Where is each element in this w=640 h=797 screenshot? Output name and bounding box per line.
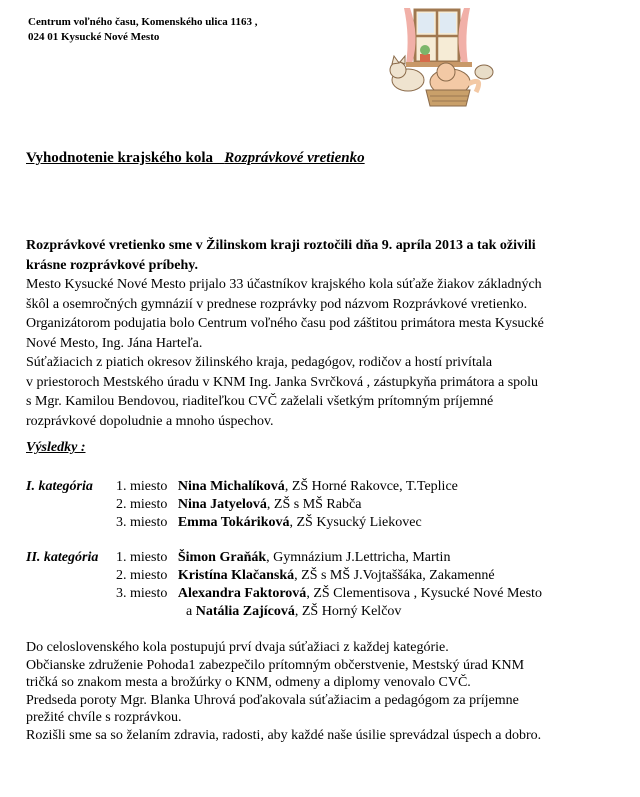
- result-name: Šimon Graňák: [177, 550, 267, 565]
- org-address-line1: Centrum voľného času, Komenského ulica 1163 ,: [28, 16, 258, 28]
- page-title: [26, 150, 365, 167]
- result-row: [116, 478, 458, 496]
- intro-line: rozprávkové dopoludnie a mnoho úspechov.: [26, 413, 274, 429]
- title-prefix: Vyhodnotenie krajského kola: [26, 150, 213, 166]
- result-name: Kristína Klačanská: [177, 568, 295, 583]
- category-2-label: II. kategória: [26, 550, 99, 565]
- result-row: [116, 549, 450, 567]
- org-header: [28, 15, 257, 45]
- result-row: [116, 514, 422, 532]
- result-name: Emma Tokáriková: [177, 515, 290, 530]
- closing-line: tričká so znakom mesta a brožúrky o KNM, odmeny a diplomy venovalo CVČ.: [26, 675, 471, 690]
- result-school: , Gymnázium J.Lettricha, Martin: [266, 550, 451, 565]
- result-school: , ZŠ Clementisova , Kysucké Nové Mesto: [306, 586, 542, 601]
- result-place: 2. miesto: [116, 568, 168, 583]
- title-event-name: Rozprávkové vretienko: [224, 150, 365, 166]
- intro-line: v priestoroch Mestského úradu v KNM Ing. Janka Svrčková , zástupkyňa primátora a spolu: [26, 374, 539, 390]
- intro-line: Nové Mesto, Ing. Jána Harteľa.: [26, 335, 203, 351]
- window-cats-illustration-icon: [380, 6, 500, 110]
- intro-line: škôl a osemročných gymnázií v prednese rozprávky pod názvom Rozprávkové vretienko.: [26, 296, 528, 312]
- result-name: Nina Michalíková: [177, 479, 285, 494]
- result-school: , ZŠ Horné Rakovce, T.Teplice: [284, 479, 458, 494]
- closing-line: Predseda poroty Mgr. Blanka Uhrová poďakovala súťažiacim a pedagógom za príjemne: [26, 692, 519, 708]
- result-row: [116, 496, 361, 514]
- result-row: [116, 567, 495, 585]
- closing-paragraph: [26, 639, 541, 744]
- result-row: [116, 585, 542, 603]
- intro-bold-line: Rozprávkové vretienko sme v Žilinskom kraji roztočili dňa 9. apríla 2013 a tak oživili: [26, 238, 536, 253]
- intro-line: Organizátorom podujatia bolo Centrum voľného času pod záštitou primátora mesta Kysucké: [26, 316, 544, 331]
- result-place: 2. miesto: [116, 497, 168, 512]
- result-name: Alexandra Faktorová: [177, 586, 307, 601]
- intro-paragraph: [26, 236, 544, 431]
- result-name: Natália Zajícová: [195, 604, 295, 619]
- result-school: , ZŠ s MŠ J.Vojtaššáka, Zakamenné: [294, 568, 495, 583]
- result-place: 3. miesto: [116, 586, 168, 601]
- result-prefix: a: [186, 604, 196, 619]
- org-address-line2: 024 01 Kysucké Nové Mesto: [28, 31, 160, 43]
- closing-line: prežité chvíle s rozprávkou.: [26, 710, 182, 725]
- result-name: Nina Jatyelová: [177, 497, 267, 512]
- result-place: 3. miesto: [116, 515, 168, 530]
- intro-line: s Mgr. Kamilou Bendovou, riaditeľkou CVČ zaželali všetkým prítomným príjemné: [26, 394, 494, 409]
- category-1-label: I. kategória: [26, 479, 93, 494]
- result-row: [186, 603, 401, 621]
- closing-line: Do celoslovenského kola postupujú prví dvaja súťažiaci z každej kategórie.: [26, 640, 449, 655]
- result-school: , ZŠ Kysucký Liekovec: [289, 515, 422, 530]
- result-school: , ZŠ Horný Kelčov: [294, 604, 402, 619]
- intro-bold-line: krásne rozprávkové príbehy.: [26, 257, 199, 273]
- result-place: 1. miesto: [116, 479, 168, 494]
- results-title: Výsledky :: [26, 440, 86, 455]
- closing-line: Občianske združenie Pohoda1 zabezpečilo prítomným občerstvenie, Mestský úrad KNM: [26, 657, 525, 673]
- result-school: , ZŠ s MŠ Rabča: [266, 497, 362, 512]
- result-place: 1. miesto: [116, 550, 168, 565]
- intro-line: Súťažiacich z piatich okresov žilinského kraja, pedagógov, rodičov a hostí privítala: [26, 355, 493, 370]
- closing-line: Rozišli sme sa so želaním zdravia, radosti, aby každé naše úsilie sprevádzal úspech a dobro.: [26, 727, 542, 743]
- intro-line: Mesto Kysucké Nové Mesto prijalo 33 účastníkov krajského kola súťaže žiakov základných: [26, 277, 542, 292]
